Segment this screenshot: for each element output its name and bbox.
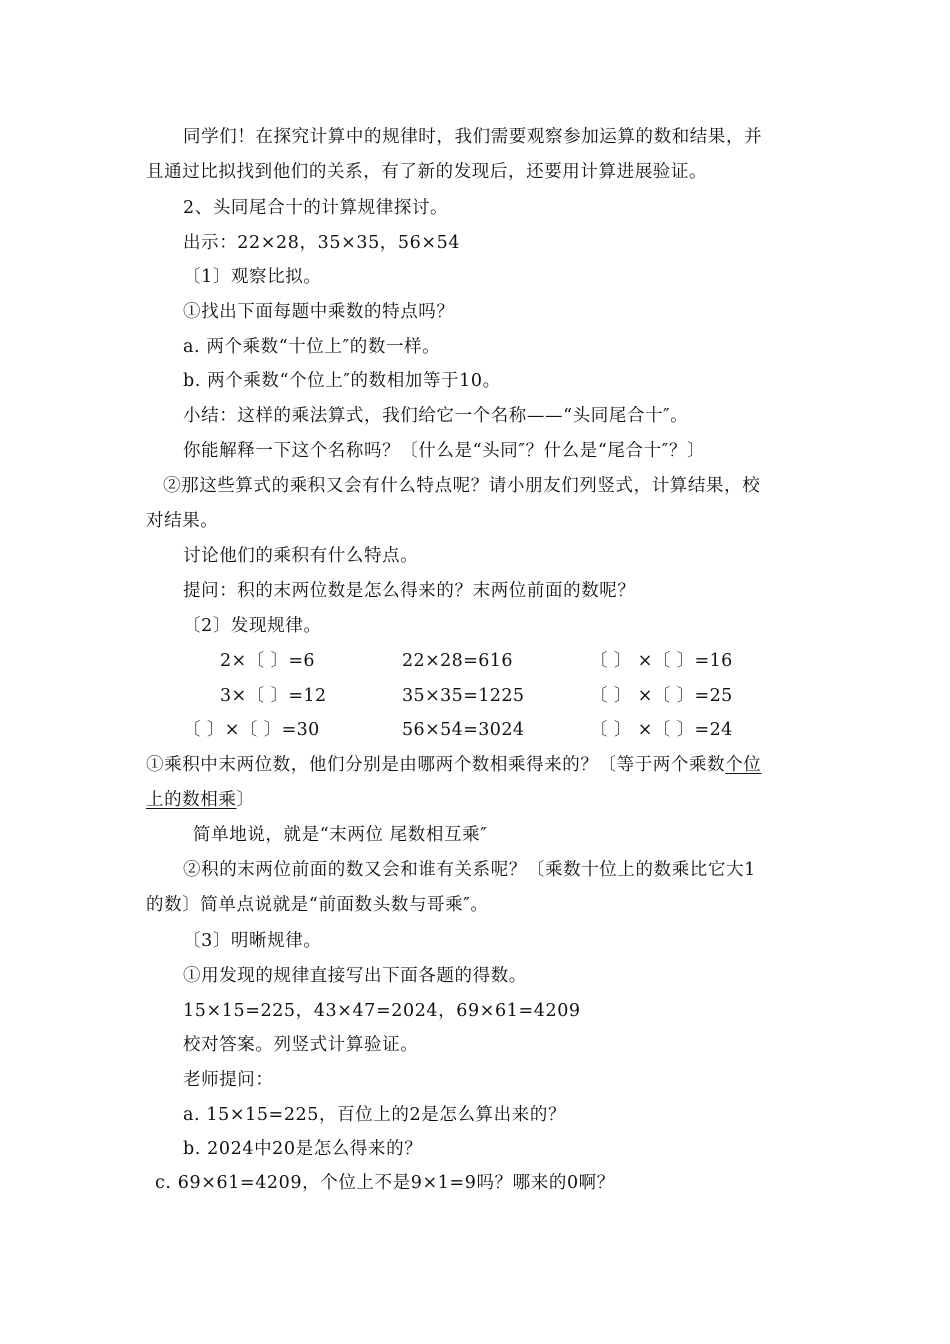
paragraph-line: c. 69×61=4209，个位上不是9×1=9吗？哪来的0啊？ bbox=[155, 1173, 615, 1193]
paragraph-line: 校对答案。列竖式计算验证。 bbox=[183, 1035, 419, 1055]
paragraph-line: ②积的末两位前面的数又会和谁有关系呢？〔乘数十位上的数乘比它大1 bbox=[183, 860, 756, 880]
table-cell: 〔 〕 ×〔 〕=25 bbox=[590, 686, 733, 706]
paragraph-line: b. 两个乘数“个位上″的数相加等于10。 bbox=[183, 371, 501, 391]
underlined-text: 个位 bbox=[725, 755, 762, 775]
paragraph-line: b. 2024中20是怎么得来的？ bbox=[183, 1139, 423, 1159]
table-cell: 2×〔 〕=6 bbox=[220, 651, 315, 671]
text-run: 〕 bbox=[236, 790, 255, 810]
table-cell: 〔 〕 ×〔 〕=16 bbox=[590, 651, 733, 671]
subsection-heading: 〔1〕观察比拟。 bbox=[183, 267, 322, 287]
subsection-heading: 〔2〕发现规律。 bbox=[183, 616, 322, 636]
table-cell: 35×35=1225 bbox=[402, 686, 525, 706]
table-cell: 〔 〕 ×〔 〕=24 bbox=[590, 720, 733, 740]
paragraph-line: 同学们！在探究计算中的规律时，我们需要观察参加运算的数和结果，并 bbox=[183, 127, 763, 147]
paragraph-line: a. 15×15=225，百位上的2是怎么算出来的？ bbox=[183, 1105, 567, 1125]
paragraph-line: 出示：22×28，35×35，56×54 bbox=[183, 233, 461, 253]
paragraph-line: ①用发现的规律直接写出下面各题的得数。 bbox=[183, 966, 527, 986]
paragraph-line: 简单地说，就是“末两位 尾数相互乘″ bbox=[193, 825, 488, 845]
paragraph-line: ②那这些算式的乘积又会有什么特点呢？请小朋友们列竖式，计算结果，校 bbox=[163, 476, 761, 496]
paragraph-line: 且通过比拟找到他们的关系，有了新的发现后，还要用计算进展验证。 bbox=[146, 162, 708, 182]
paragraph-line: 对结果。 bbox=[146, 511, 219, 531]
section-heading: 2、头同尾合十的计算规律探讨。 bbox=[183, 198, 449, 218]
text-run: ①乘积中末两位数，他们分别是由哪两个数相乘得来的？〔等于两个乘数 bbox=[146, 755, 726, 775]
underlined-text: 上的数相乘 bbox=[146, 790, 237, 810]
table-cell: 3×〔 〕=12 bbox=[220, 686, 327, 706]
table-cell: 〔 〕×〔 〕=30 bbox=[183, 720, 320, 740]
table-cell: 22×28=616 bbox=[402, 651, 513, 671]
paragraph-line: 的数〕简单点说就是“前面数头数与哥乘″。 bbox=[146, 895, 489, 915]
paragraph-line: 提问：积的末两位数是怎么得来的？末两位前面的数呢？ bbox=[183, 581, 636, 601]
paragraph-line: 小结：这样的乘法算式，我们给它一个名称——“头同尾合十″。 bbox=[183, 406, 689, 426]
paragraph-line: a. 两个乘数“十位上″的数一样。 bbox=[183, 337, 441, 357]
paragraph-line: 老师提问： bbox=[183, 1070, 274, 1090]
subsection-heading: 〔3〕明晰规律。 bbox=[183, 931, 322, 951]
paragraph-line: 你能解释一下这个名称吗？〔什么是“头同″？什么是“尾合十″？〕 bbox=[183, 441, 706, 461]
paragraph-line: 15×15=225，43×47=2024，69×61=4209 bbox=[183, 1001, 581, 1021]
paragraph-line bbox=[146, 753, 761, 777]
paragraph-line: 讨论他们的乘积有什么特点。 bbox=[183, 546, 419, 566]
table-cell: 56×54=3024 bbox=[402, 720, 525, 740]
paragraph-line bbox=[146, 788, 255, 812]
paragraph-line: ①找出下面每题中乘数的特点吗？ bbox=[183, 302, 455, 322]
